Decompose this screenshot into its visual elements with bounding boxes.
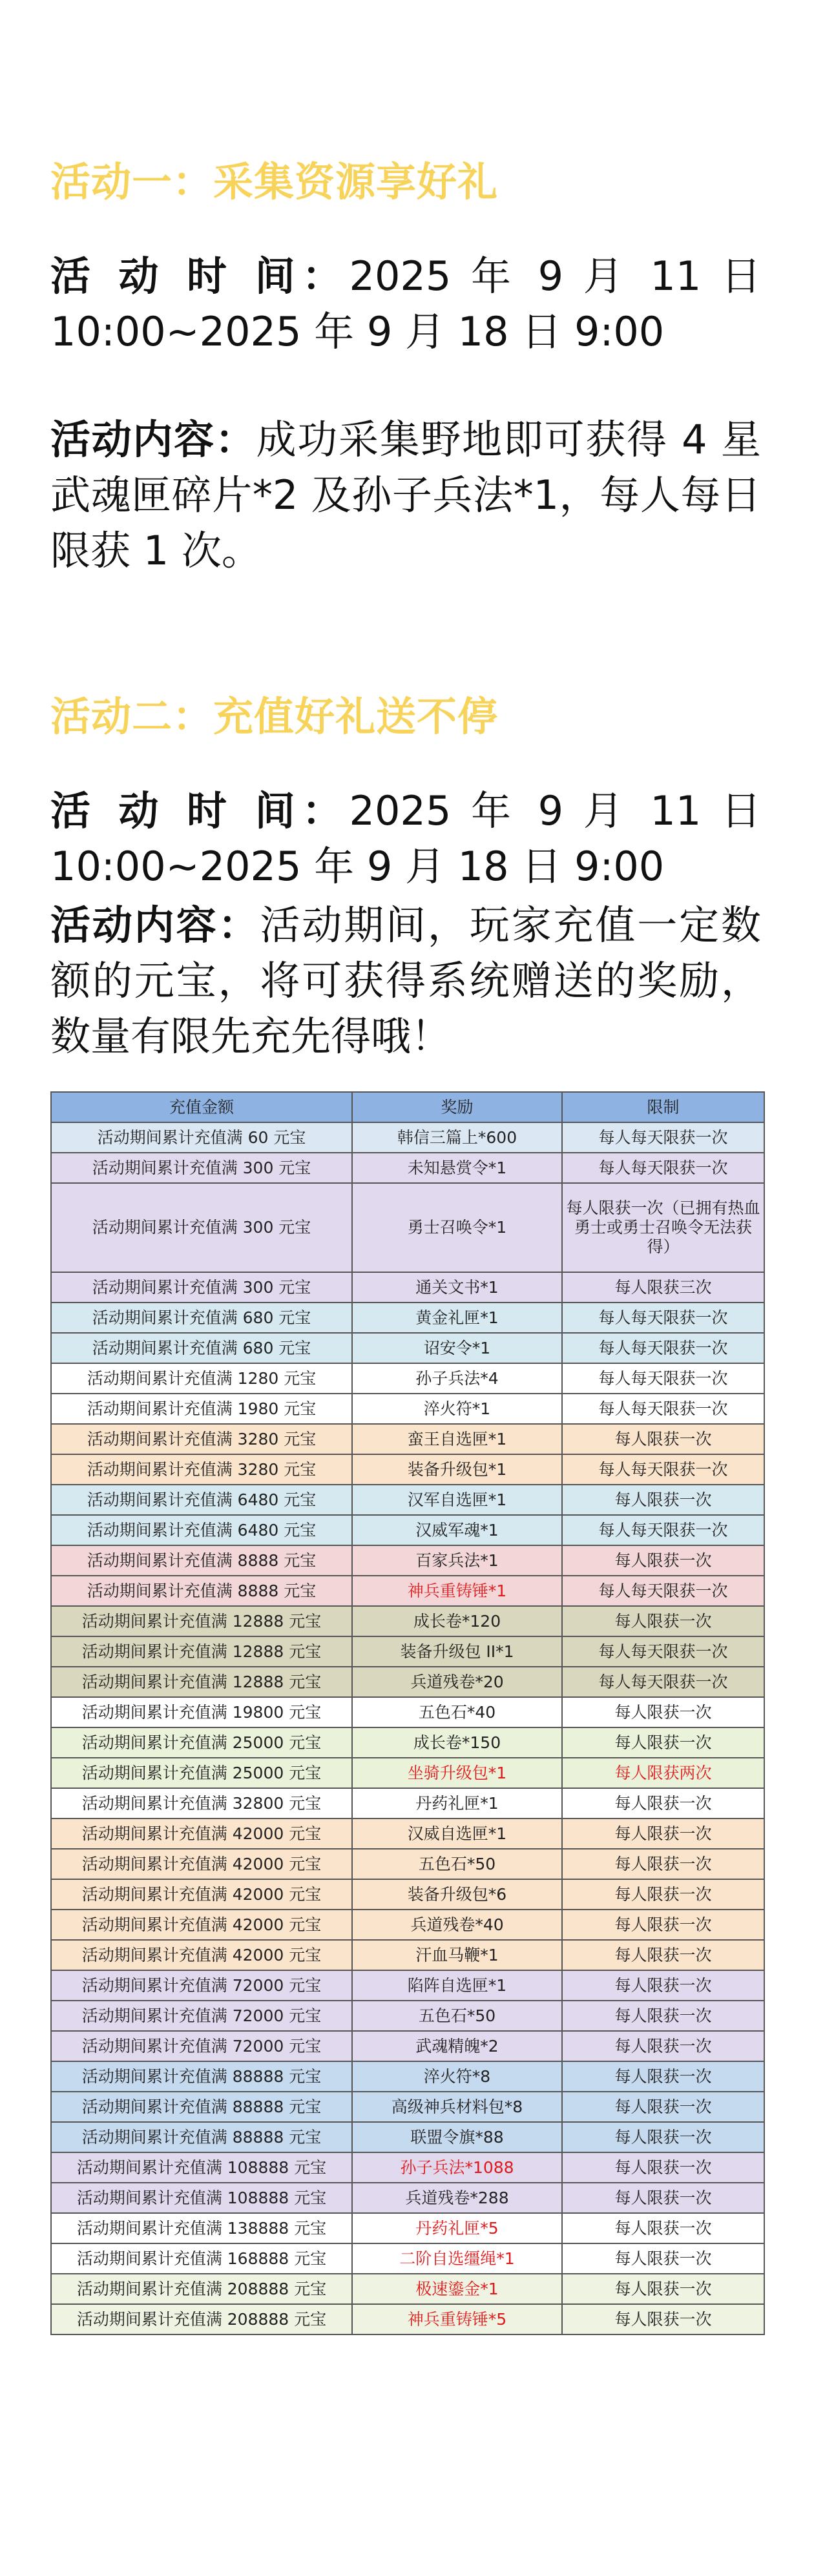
cell-amount: 活动期间累计充值满 88888 元宝 [51,2122,352,2152]
cell-amount: 活动期间累计充值满 300 元宝 [51,1153,352,1183]
cell-limit: 每人每天限获一次 [562,1667,764,1697]
cell-reward: 装备升级包*1 [352,1454,562,1485]
cell-amount: 活动期间累计充值满 108888 元宝 [51,2183,352,2213]
cell-limit: 每人限获一次 [562,2274,764,2304]
cell-amount: 活动期间累计充值满 8888 元宝 [51,1545,352,1576]
cell-limit: 每人每天限获一次 [562,1636,764,1667]
cell-reward: 二阶自选缰绳*1 [352,2243,562,2274]
header-limit: 限制 [562,1092,764,1122]
table-row [51,1667,764,1697]
table-row [51,1515,764,1545]
section1-content-value: 成功采集野地即可获得 4 星武魂匣碎片*2 及孙子兵法*1，每人每日限获 1 次。 [50,416,761,574]
cell-reward: 兵道残卷*40 [352,1910,562,1940]
cell-amount: 活动期间累计充值满 300 元宝 [51,1272,352,1303]
section1-time [50,249,761,360]
cell-amount: 活动期间累计充值满 32800 元宝 [51,1788,352,1819]
cell-reward: 丹药礼匣*1 [352,1788,562,1819]
cell-amount: 活动期间累计充值满 25000 元宝 [51,1727,352,1758]
cell-limit: 每人限获一次 [562,1606,764,1636]
cell-reward: 坐骑升级包*1 [352,1758,562,1788]
cell-amount: 活动期间累计充值满 60 元宝 [51,1122,352,1153]
section1-time-value: 2025 年 9 月 11 日 10:00~2025 年 9 月 18 日 9:00 [50,252,761,355]
table-row [51,2061,764,2092]
cell-reward: 孙子兵法*1088 [352,2152,562,2183]
cell-limit: 每人限获一次 [562,1910,764,1940]
cell-amount: 活动期间累计充值满 6480 元宝 [51,1485,352,1515]
cell-limit: 每人每天限获一次 [562,1576,764,1606]
cell-amount: 活动期间累计充值满 1980 元宝 [51,1394,352,1424]
section1-title: 活动一：采集资源享好礼 [50,158,499,205]
cell-reward: 神兵重铸锤*1 [352,1576,562,1606]
cell-amount: 活动期间累计充值满 208888 元宝 [51,2274,352,2304]
cell-limit: 每人每天限获一次 [562,1333,764,1363]
cell-reward: 装备升级包 II*1 [352,1636,562,1667]
cell-limit: 每人限获两次 [562,1758,764,1788]
cell-reward: 高级神兵材料包*8 [352,2092,562,2122]
cell-reward: 汉威军魂*1 [352,1515,562,1545]
cell-amount: 活动期间累计充值满 88888 元宝 [51,2061,352,2092]
cell-reward: 韩信三篇上*600 [352,1122,562,1153]
cell-reward: 五色石*50 [352,2001,562,2031]
reward-table-wrapper [50,1091,764,2335]
cell-limit: 每人每天限获一次 [562,1454,764,1485]
header-amount: 充值金额 [51,1092,352,1122]
cell-amount: 活动期间累计充值满 42000 元宝 [51,1940,352,1970]
table-row [51,2152,764,2183]
section1-content-label: 活动内容： [50,416,256,463]
cell-reward: 孙子兵法*4 [352,1363,562,1394]
table-row [51,1606,764,1636]
cell-limit: 每人限获一次 [562,2304,764,2334]
cell-amount: 活动期间累计充值满 12888 元宝 [51,1667,352,1697]
cell-limit: 每人限获一次 [562,1940,764,1970]
cell-limit: 每人限获一次 [562,2061,764,2092]
table-row [51,1758,764,1788]
cell-limit: 每人限获一次 [562,2031,764,2061]
cell-reward: 蛮王自选匣*1 [352,1424,562,1454]
table-row [51,1879,764,1910]
table-row [51,2031,764,2061]
table-row [51,1910,764,1940]
table-row [51,1333,764,1363]
section1-content [50,412,761,579]
table-row [51,2001,764,2031]
cell-limit: 每人限获一次（已拥有热血勇士或勇士召唤令无法获得） [562,1183,764,1272]
table-row [51,1303,764,1333]
cell-amount: 活动期间累计充值满 19800 元宝 [51,1697,352,1727]
cell-amount: 活动期间累计充值满 42000 元宝 [51,1819,352,1849]
section2-time [50,783,761,894]
cell-limit: 每人限获一次 [562,1727,764,1758]
cell-limit: 每人限获一次 [562,2243,764,2274]
cell-limit: 每人限获一次 [562,1970,764,2001]
cell-limit: 每人每天限获一次 [562,1515,764,1545]
table-row [51,1363,764,1394]
cell-reward: 装备升级包*6 [352,1879,562,1910]
section2-content [50,898,761,1064]
cell-amount: 活动期间累计充值满 138888 元宝 [51,2213,352,2243]
table-row [51,1394,764,1424]
cell-amount: 活动期间累计充值满 1280 元宝 [51,1363,352,1394]
cell-limit: 每人限获一次 [562,2001,764,2031]
table-row [51,1636,764,1667]
cell-amount: 活动期间累计充值满 8888 元宝 [51,1576,352,1606]
cell-amount: 活动期间累计充值满 680 元宝 [51,1303,352,1333]
cell-reward: 淬火符*1 [352,1394,562,1424]
cell-amount: 活动期间累计充值满 6480 元宝 [51,1515,352,1545]
header-reward: 奖励 [352,1092,562,1122]
cell-limit: 每人每天限获一次 [562,1394,764,1424]
table-row [51,2092,764,2122]
cell-limit: 每人限获一次 [562,1697,764,1727]
cell-reward: 兵道残卷*20 [352,1667,562,1697]
table-row [51,2183,764,2213]
table-header-row [51,1092,764,1122]
cell-reward: 成长卷*150 [352,1727,562,1758]
table-row [51,1727,764,1758]
cell-limit: 每人限获三次 [562,1272,764,1303]
cell-limit: 每人限获一次 [562,1788,764,1819]
cell-limit: 每人限获一次 [562,1424,764,1454]
cell-amount: 活动期间累计充值满 25000 元宝 [51,1758,352,1788]
cell-reward: 极速鎏金*1 [352,2274,562,2304]
cell-reward: 淬火符*8 [352,2061,562,2092]
cell-limit: 每人每天限获一次 [562,1303,764,1333]
cell-limit: 每人每天限获一次 [562,1122,764,1153]
section2-title: 活动二：充值好礼送不停 [50,693,499,740]
cell-amount: 活动期间累计充值满 88888 元宝 [51,2092,352,2122]
cell-amount: 活动期间累计充值满 12888 元宝 [51,1636,352,1667]
table-row [51,1183,764,1272]
table-row [51,1122,764,1153]
cell-amount: 活动期间累计充值满 42000 元宝 [51,1879,352,1910]
table-body [51,1122,764,2334]
cell-reward: 汗血马鞭*1 [352,1940,562,1970]
section1-time-label: 活 动 时 间： [50,252,350,300]
table-row [51,2304,764,2334]
table-row [51,1272,764,1303]
table-row [51,1153,764,1183]
cell-limit: 每人限获一次 [562,1545,764,1576]
section2-content-label: 活动内容： [50,902,260,949]
table-row [51,1940,764,1970]
cell-reward: 成长卷*120 [352,1606,562,1636]
table-row [51,1424,764,1454]
table-row [51,1485,764,1515]
cell-reward: 百家兵法*1 [352,1545,562,1576]
table-row [51,1545,764,1576]
section2-time-value: 2025 年 9 月 11 日 10:00~2025 年 9 月 18 日 9:00 [50,787,761,890]
cell-limit: 每人限获一次 [562,1849,764,1879]
cell-limit: 每人限获一次 [562,2092,764,2122]
table-row [51,2274,764,2304]
cell-limit: 每人限获一次 [562,1879,764,1910]
cell-amount: 活动期间累计充值满 72000 元宝 [51,1970,352,2001]
cell-reward: 兵道残卷*288 [352,2183,562,2213]
cell-amount: 活动期间累计充值满 12888 元宝 [51,1606,352,1636]
cell-amount: 活动期间累计充值满 300 元宝 [51,1183,352,1272]
cell-limit: 每人限获一次 [562,2122,764,2152]
cell-reward: 联盟令旗*88 [352,2122,562,2152]
cell-reward: 五色石*50 [352,1849,562,1879]
table-row [51,1788,764,1819]
cell-amount: 活动期间累计充值满 108888 元宝 [51,2152,352,2183]
cell-reward: 五色石*40 [352,1697,562,1727]
table-row [51,2243,764,2274]
cell-amount: 活动期间累计充值满 42000 元宝 [51,1849,352,1879]
cell-reward: 陷阵自选匣*1 [352,1970,562,2001]
cell-reward: 诏安令*1 [352,1333,562,1363]
table-row [51,2122,764,2152]
reward-table [50,1091,765,2335]
table-row [51,1576,764,1606]
cell-amount: 活动期间累计充值满 3280 元宝 [51,1424,352,1454]
cell-limit: 每人每天限获一次 [562,1363,764,1394]
cell-limit: 每人限获一次 [562,1819,764,1849]
cell-reward: 未知悬赏令*1 [352,1153,562,1183]
cell-reward: 黄金礼匣*1 [352,1303,562,1333]
cell-reward: 神兵重铸锤*5 [352,2304,562,2334]
cell-amount: 活动期间累计充值满 208888 元宝 [51,2304,352,2334]
cell-reward: 勇士召唤令*1 [352,1183,562,1272]
table-row [51,2213,764,2243]
cell-reward: 汉威自选匣*1 [352,1819,562,1849]
table-row [51,1849,764,1879]
cell-reward: 丹药礼匣*5 [352,2213,562,2243]
cell-amount: 活动期间累计充值满 72000 元宝 [51,2001,352,2031]
cell-amount: 活动期间累计充值满 42000 元宝 [51,1910,352,1940]
cell-reward: 通关文书*1 [352,1272,562,1303]
cell-limit: 每人限获一次 [562,2183,764,2213]
cell-limit: 每人限获一次 [562,2213,764,2243]
cell-reward: 武魂精魄*2 [352,2031,562,2061]
table-row [51,1454,764,1485]
table-row [51,1970,764,2001]
cell-amount: 活动期间累计充值满 680 元宝 [51,1333,352,1363]
cell-limit: 每人限获一次 [562,1485,764,1515]
cell-limit: 每人每天限获一次 [562,1153,764,1183]
cell-amount: 活动期间累计充值满 168888 元宝 [51,2243,352,2274]
section2-content-value: 活动期间，玩家充值一定数额的元宝，将可获得系统赠送的奖励，数量有限先充先得哦！ [50,902,761,1060]
section2-time-label: 活 动 时 间： [50,787,350,834]
cell-reward: 汉军自选匣*1 [352,1485,562,1515]
table-row [51,1697,764,1727]
cell-amount: 活动期间累计充值满 3280 元宝 [51,1454,352,1485]
cell-amount: 活动期间累计充值满 72000 元宝 [51,2031,352,2061]
table-row [51,1819,764,1849]
cell-limit: 每人限获一次 [562,2152,764,2183]
